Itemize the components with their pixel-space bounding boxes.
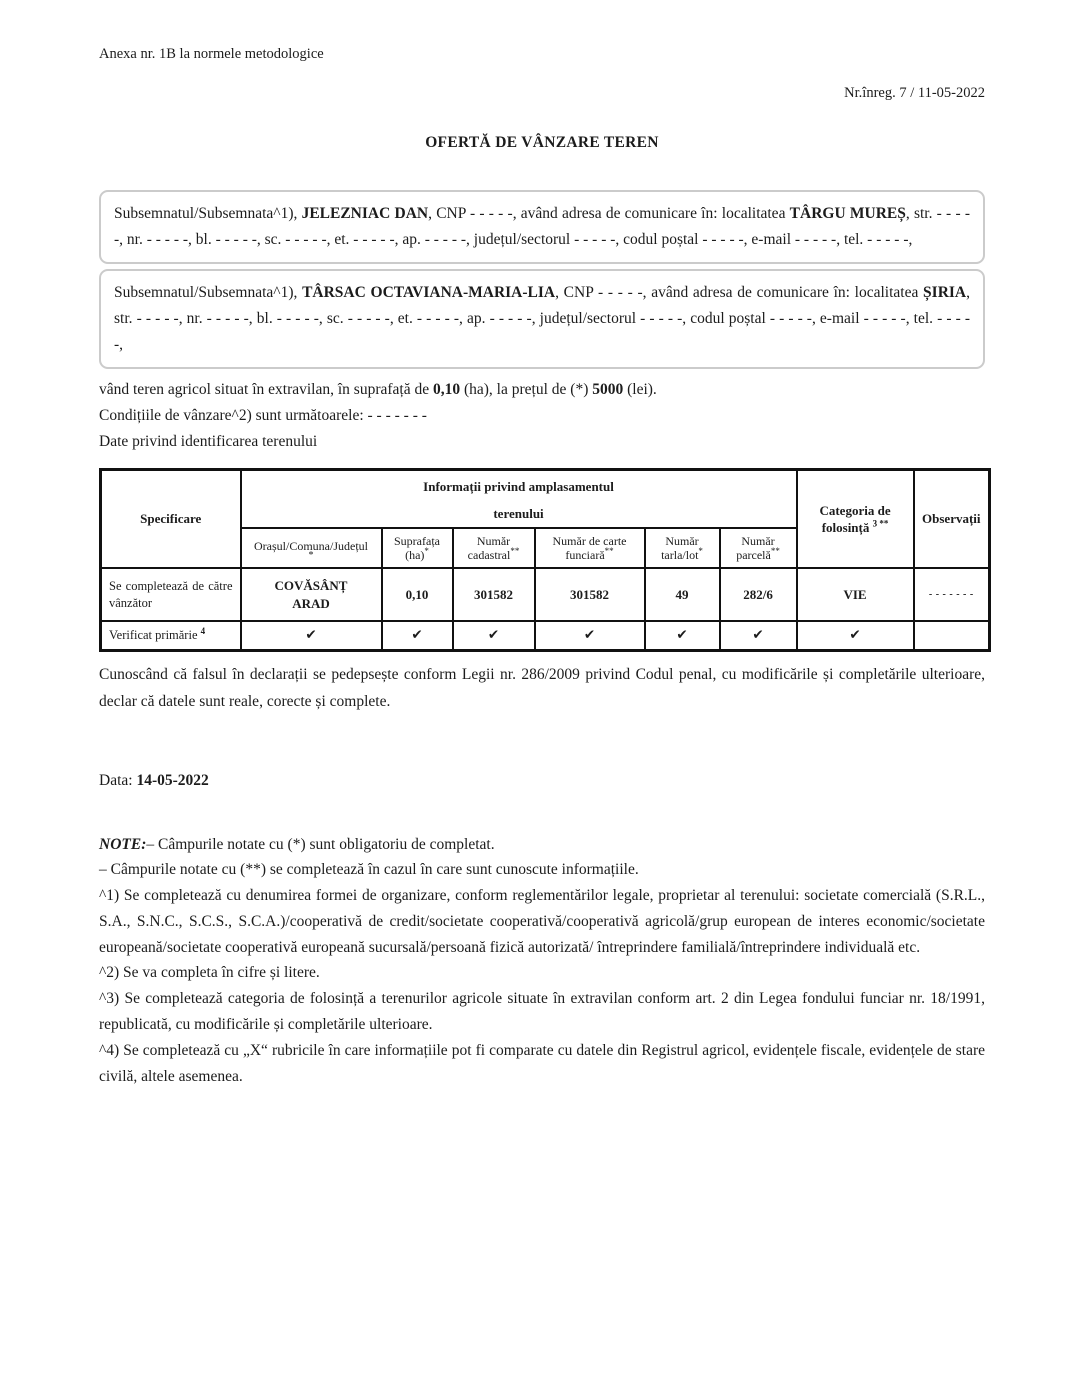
note-line-1: – Câmpurile notate cu (*) sunt obligatoriu de completat. [146, 835, 495, 853]
cell-area: 0,10 [382, 568, 453, 621]
land-data-heading: Date privind identificarea terenului [99, 433, 318, 450]
cell-parcel: 282/6 [720, 568, 797, 621]
sale-post: (lei). [623, 381, 657, 398]
amplasament-line-2: terenului [493, 506, 544, 521]
table-header-row-1 [101, 470, 990, 529]
seller-2-name: TÂRSAC OCTAVIANA-MARIA-LIA [302, 284, 556, 301]
cell-land-book-number: 301582 [535, 568, 645, 621]
cell-tarla-lot: 49 [645, 568, 720, 621]
seller-box-2 [99, 269, 985, 369]
categoria-superscript: 3 ** [872, 518, 889, 529]
sale-pre: vând teren agricol situat în extravilan, în suprafață de [99, 381, 433, 398]
page-title: OFERTĂ DE VÂNZARE TEREN [425, 134, 659, 151]
date-line [99, 772, 985, 790]
note-4: ^4) Se completează cu „X“ rubricile în care informațiile pot fi comparate cu datele din Registrul agricol, evidențele fiscale, evidențele de stare civilă, altele asemenea. [99, 1041, 985, 1085]
col-header-amplasament [241, 470, 797, 529]
cell-category: VIE [797, 568, 914, 621]
date-value: 14-05-2022 [136, 771, 209, 789]
note-mandatory-fields [99, 832, 985, 858]
locality-line-1: COVĂSÂNȚ [274, 577, 348, 593]
carte-funciara-label: Număr de carte funciară [552, 534, 627, 562]
seller-data-row [101, 568, 990, 621]
sale-sentence [99, 377, 985, 403]
carte-funciara-superscript: ** [604, 546, 614, 556]
cell-locality [241, 568, 382, 621]
col-header-parcela [720, 528, 797, 568]
col-header-suprafata [382, 528, 453, 568]
sale-conditions: Condițiile de vânzare^2) sunt următoarele: - - - - - - - [99, 407, 427, 424]
col-header-observatii: Observații [914, 470, 990, 569]
seller-2-paragraph [114, 280, 970, 358]
note-3: ^3) Se completează categoria de folosință a terenurilor agricole situate în extravilan conform art. 2 din Legea fondului funciar nr. 18/1991, republicată, cu modificările și completările ulterioare. [99, 990, 985, 1034]
oras-label: Orașul/Comuna/Județul [254, 538, 368, 553]
amplasament-line-1: Informații privind amplasamentul [423, 479, 614, 494]
row-label-verified [101, 621, 241, 650]
sale-mid: (ha), la prețul de (*) [460, 381, 593, 398]
cell-cadastral-number: 301582 [453, 568, 535, 621]
cadastral-label: Număr cadastral [467, 534, 511, 562]
tarla-superscript: * [698, 546, 703, 556]
col-header-carte-funciara [535, 528, 645, 568]
note-2: ^2) Se va completa în cifre și litere. [99, 964, 320, 982]
suprafata-superscript: * [424, 546, 429, 556]
seller-1-name: JELEZNIAC DAN [301, 205, 429, 222]
notes-section [99, 832, 985, 1090]
check-mark-category: ✔ [797, 621, 914, 650]
cell-verified-observations [914, 621, 990, 650]
seller-2-cnp-segment: , CNP - - - - -, având adresa de comunicare în: localitatea [555, 284, 924, 301]
suprafata-label: Suprafața (ha) [394, 534, 440, 562]
cell-observations: - - - - - - - [914, 568, 990, 621]
sale-price-value: 5000 [592, 381, 624, 398]
sale-area-value: 0,10 [432, 381, 461, 398]
check-mark-locality: ✔ [241, 621, 382, 650]
col-header-categoria [797, 470, 914, 569]
note-optional-fields: – Câmpurile notate cu (**) se completează în cazul în care sunt cunoscute informațiile. [99, 861, 639, 879]
check-mark-land-book: ✔ [535, 621, 645, 650]
seller-1-intro: Subsemnatul/Subsemnata^1), [114, 205, 302, 222]
verified-label: Verificat primărie [109, 627, 201, 642]
verified-superscript: 4 [200, 625, 206, 636]
seller-1-cnp-segment: , CNP - - - - -, având adresa de comunicare în: localitatea [428, 205, 790, 222]
annex-label: Anexa nr. 1B la normele metodologice [99, 46, 324, 62]
check-mark-tarla: ✔ [645, 621, 720, 650]
land-identification-table [99, 468, 991, 652]
col-header-specificare: Specificare [101, 470, 241, 569]
verified-row [101, 621, 990, 650]
col-header-numar-cadastral [453, 528, 535, 568]
categoria-label: Categoria de folosință [819, 503, 891, 535]
seller-2-address-tail: , str. - - - - -, nr. - - - - -, bl. - - - - -, sc. - - - - -, et. - - - - -, ap. - - - - -, județul/sectorul - - - - -, codul poștal - - - - -, e-mail - - - - -, tel. - - - - -, [114, 284, 970, 353]
col-header-tarla-lot [645, 528, 720, 568]
seller-2-intro: Subsemnatul/Subsemnata^1), [114, 284, 303, 301]
locality-line-2: ARAD [292, 595, 330, 611]
cadastral-superscript: ** [510, 546, 520, 556]
note-label: NOTE: [99, 835, 147, 853]
oras-superscript: * [308, 549, 314, 561]
check-mark-area: ✔ [382, 621, 453, 650]
note-1: ^1) Se completează cu denumirea formei de organizare, conform reglementărilor legale, proprietar al terenului: societate comercială (S.R.L., S.A., S.N.C., S.C.S., S.C.A.)/cooperativă de credit/societate cooperativă/cooperativă agricolă/grup european de interes economic/societate europeană/societate cooperativă europeană sucursală/persoană fizică autorizată/ întreprindere familială/întreprindere individuală etc. [99, 887, 985, 956]
registration-number: Nr.înreg. 7 / 11-05-2022 [844, 85, 985, 101]
seller-2-locality: ȘIRIA [923, 284, 967, 301]
date-label: Data: [99, 771, 137, 789]
tarla-label: Număr tarla/lot [661, 534, 699, 562]
col-header-oras-comuna-judet [241, 528, 382, 568]
declaration-paragraph: Cunoscând că falsul în declarații se pedepsește conform Legii nr. 286/2009 privind Codul penal, cu modificările și completările ulterioare, declar că datele sunt reale, corecte și complete. [99, 665, 985, 710]
seller-box-1 [99, 190, 985, 264]
sale-details [99, 377, 985, 455]
seller-1-paragraph [114, 201, 970, 253]
parcela-superscript: ** [770, 546, 780, 556]
check-mark-cadastral: ✔ [453, 621, 535, 650]
seller-1-address-tail: , str. - - - - -, nr. - - - - -, bl. - - - - -, sc. - - - - -, et. - - - - -, ap. - - - - -, județul/sectorul - - - - -, codul poștal - - - - -, e-mail - - - - -, tel. - - - - -, [114, 205, 970, 248]
check-mark-parcel: ✔ [720, 621, 797, 650]
seller-1-locality: TÂRGU MUREȘ [789, 205, 906, 222]
row-label-seller: Se completează de către vânzător [101, 568, 241, 621]
parcela-label: Număr parcelă [736, 534, 775, 562]
